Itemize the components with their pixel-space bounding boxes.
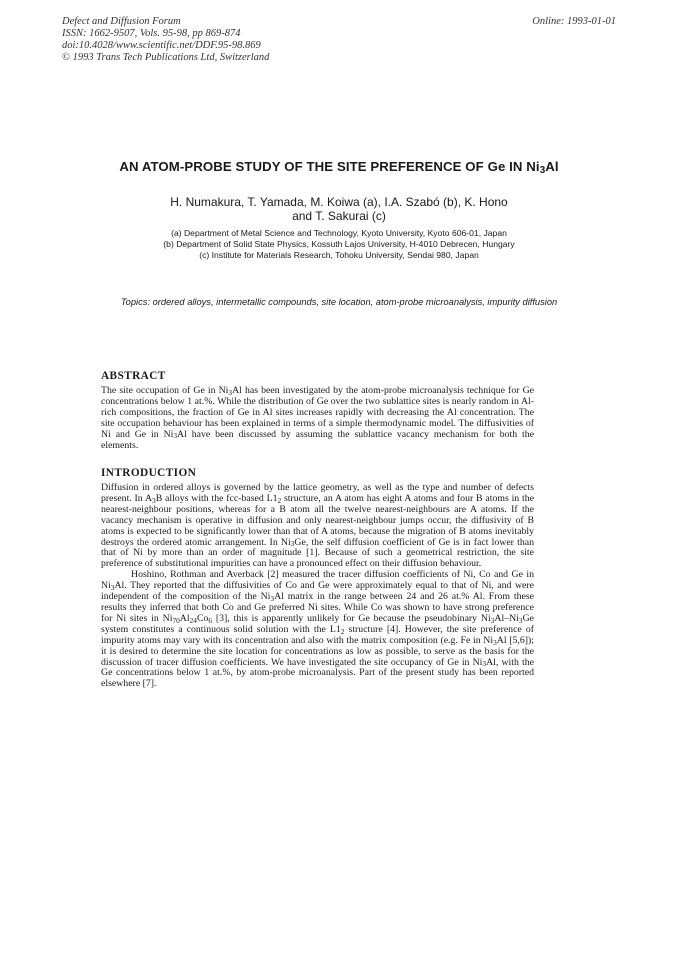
title-text: AN ATOM-PROBE STUDY OF THE SITE PREFERENCE OF Ge IN Ni (119, 159, 540, 174)
title-text-end: Al (545, 159, 559, 174)
topics-label: Topics: (120, 297, 150, 307)
doi-line[interactable]: doi:10.4028/www.scientific.net/DDF.95-98.869 (62, 40, 261, 51)
intro-paragraph-2: Hoshino, Rothman and Averback [2] measured the tracer diffusion coefficients of Ni, Co and Ge in Ni3Al. They reported that the diffusivities of Co and Ge were approximately equal to that of Ni, and were independent of the composition of the Ni3Al matrix in the range between 24 and 26 at.% Al. From these results they inferred that both Co and Ge preferred Ni sites. While Co was shown to have strong preference for Ni sites in Ni70Al24Co6 [3], this is apparently unlikely for Ge because the pseudobinary Ni3Al–Ni3Ge system constitutes a continuous solid solution with the L12 structure [4]. However, the site preference of impurity atoms may vary with its concentration and also with the matrix composition (e.g. Fe in Ni3Al [5,6]); it is desired to determine the site location for concentrations as low as possible, to serve as the basis for the discussion of tracer diffusion coefficients. We have investigated the site occupancy of Ge in Ni3Al, with the Ge concentrations below 1 at.%, by atom-probe microanalysis. Part of the present study has been reported elsewhere [7]. (101, 569, 535, 690)
author-list (0, 195, 678, 223)
abstract-heading: ABSTRACT (101, 370, 166, 382)
intro-paragraph-1: Diffusion in ordered alloys is governed by the lattice geometry, as well as the type and number of defects present. In A3B alloys with the fcc-based L12 structure, an A atom has eight A atoms and four B atoms in the nearest-neighbour positions, whereas for a B atom all the twelve nearest-neighbours are A atoms. If the vacancy mechanism is operative in diffusion and only nearest-neighbour jumps occur, the diffusivity of B atoms is expected to be significantly lower than that of A atoms, because the migration of B atoms inevitably destroys the ordered atomic arrangement. In Ni3Ge, the self diffusion coefficient of Ge is in fact lower than that of Ni by more than an order of magnitude [1]. Because of such a geometrical restriction, the site preference of substitutional impurities can have a pronounced effect on their diffusion behaviour. (101, 482, 534, 570)
abstract-paragraph: The site occupation of Ge in Ni3Al has been investigated by the atom-probe microanalysis technique for Ge concentrations below 1 at.%. While the distribution of Ge over the two sublattice sites is nearly random in Al-rich compositions, the fraction of Ge in Al sites increases rapidly with decreasing the Al concentration. The site occupation behaviour has been explained in terms of a simple thermodynamic model. The diffusivities of Ni and Ge in Ni3Al have been discussed by assuming the sublattice vacancy mechanism for both the elements. (101, 385, 534, 451)
introduction-body (101, 483, 534, 690)
authors-line-2: and T. Sakurai (c) (292, 209, 386, 223)
authors-line-1: H. Numakura, T. Yamada, M. Koiwa (a), I.A. Szabó (b), K. Hono (170, 195, 508, 209)
affiliation-c: (c) Institute for Materials Research, Tohoku University, Sendai 980, Japan (199, 250, 479, 260)
citation-header (62, 16, 269, 64)
abstract-body (101, 386, 534, 451)
affiliation-b: (b) Department of Solid State Physics, Kossuth Lajos University, H-4010 Debrecen, Hungary (163, 239, 515, 249)
online-date: Online: 1993-01-01 (532, 16, 616, 27)
topics-text: ordered alloys, intermetallic compounds, site location, atom-probe microanalysis, impurity diffusion (152, 297, 558, 307)
introduction-heading: INTRODUCTION (101, 467, 197, 479)
paper-title (0, 159, 678, 177)
affiliation-a: (a) Department of Metal Science and Technology, Kyoto University, Kyoto 606-01, Japan (171, 228, 507, 238)
title-subscript: 3 (539, 165, 546, 177)
copyright-line: © 1993 Trans Tech Publications Ltd, Switzerland (62, 52, 270, 63)
affiliations (0, 228, 678, 261)
topics-line (100, 297, 578, 309)
journal-name: Defect and Diffusion Forum (62, 16, 181, 27)
issn-line: ISSN: 1662-9507, Vols. 95-98, pp 869-874 (62, 28, 241, 39)
